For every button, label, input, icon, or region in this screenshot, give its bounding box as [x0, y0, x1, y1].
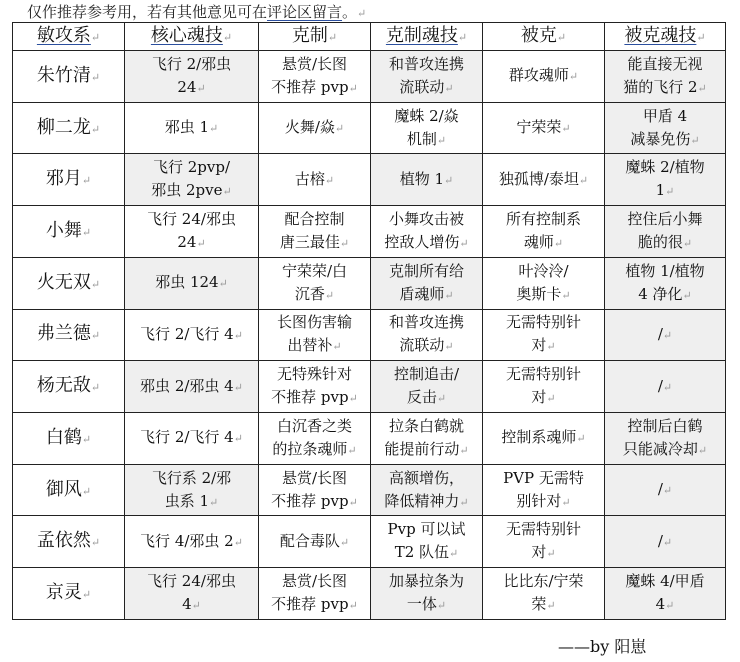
cell-line: 飞行 2pvp/ — [152, 158, 231, 177]
cell-countered-by-skill — [605, 361, 726, 413]
cell-counter — [259, 516, 371, 568]
table-header-row — [13, 23, 726, 51]
paragraph-mark-icon: ↵ — [662, 328, 673, 342]
cell-core-skill — [125, 413, 259, 465]
cell-line: 孟依然 — [36, 530, 91, 552]
cell-line: 4 净化 — [638, 284, 683, 303]
cell-line: 柳二龙 — [36, 116, 91, 138]
paragraph-mark-icon: ↵ — [81, 588, 92, 602]
cell-line: / — [657, 324, 663, 343]
cell-line: 魔蛛 4/甲盾 — [625, 572, 705, 591]
cell-line: 魔蛛 2/植物 — [625, 158, 705, 177]
paragraph-mark-icon: ↵ — [233, 328, 243, 342]
table-row — [13, 568, 726, 620]
table-row — [13, 361, 726, 413]
cell-counter — [259, 361, 371, 413]
cell-line: / — [657, 480, 663, 499]
cell-name — [13, 257, 125, 309]
cell-line: 不推荐 pvp — [271, 388, 349, 407]
cell-line: 沉香 — [294, 284, 325, 303]
paragraph-mark-icon: ↵ — [444, 81, 454, 95]
cell-counter — [259, 464, 371, 516]
paragraph-mark-icon: ↵ — [90, 381, 101, 395]
paragraph-mark-icon: ↵ — [233, 535, 243, 549]
cell-counter — [259, 51, 371, 103]
table-row — [13, 516, 726, 568]
cell-line: 白沉香之类 — [276, 416, 352, 435]
paragraph-mark-icon: ↵ — [457, 31, 468, 44]
paragraph-mark-icon: ↵ — [444, 340, 454, 354]
cell-countered-by-skill — [605, 257, 726, 309]
cell-line: 一体 — [406, 595, 437, 614]
cell-countered-by — [483, 206, 605, 258]
paragraph-mark-icon: ↵ — [327, 31, 338, 44]
cell-line: 24 — [177, 233, 197, 252]
header-name — [13, 23, 125, 51]
paragraph-mark-icon: ↵ — [339, 535, 350, 549]
cell-line: 唐三最佳 — [279, 233, 340, 252]
cell-countered-by-skill — [605, 309, 726, 361]
cell-line: 1 — [655, 181, 666, 200]
paragraph-mark-icon: ↵ — [690, 133, 700, 147]
table-row — [13, 206, 726, 258]
cell-line: 配合毒队 — [279, 531, 340, 550]
cell-counter-skill — [371, 206, 483, 258]
cell-line: 火无双 — [36, 271, 91, 293]
cell-line: 杨无敌 — [36, 375, 91, 397]
paragraph-mark-icon: ↵ — [334, 122, 345, 136]
table-row — [13, 154, 726, 206]
paragraph-mark-icon: ↵ — [682, 288, 692, 302]
cell-line: 飞行 2/邪虫 — [151, 54, 232, 73]
header-core-skill — [125, 23, 259, 51]
paragraph-mark-icon: ↵ — [209, 122, 219, 136]
paragraph-mark-icon: ↵ — [196, 81, 206, 95]
cell-line: 4 — [182, 595, 192, 614]
cell-counter — [259, 154, 371, 206]
note-line — [27, 2, 366, 24]
cell-line: 荣 — [531, 595, 547, 614]
cell-counter-skill — [371, 51, 483, 103]
cell-line: 宁荣荣/白 — [281, 261, 348, 280]
cell-line: 飞行 24/邪虫 — [147, 572, 236, 591]
paragraph-mark-icon: ↵ — [436, 392, 447, 406]
table-body — [13, 23, 726, 620]
cell-counter-skill — [371, 309, 483, 361]
cell-countered-by — [483, 51, 605, 103]
paragraph-mark-icon: ↵ — [90, 329, 101, 343]
paragraph-mark-icon: ↵ — [697, 443, 708, 457]
cell-line: 能直接无视 — [627, 54, 703, 73]
paragraph-mark-icon: ↵ — [662, 484, 673, 498]
cell-line: 悬赏/长图 — [281, 572, 348, 591]
cell-line: 悬赏/长图 — [281, 54, 348, 73]
cell-countered-by-skill — [605, 154, 726, 206]
table-row — [13, 257, 726, 309]
cell-name — [13, 154, 125, 206]
paragraph-mark-icon: ↵ — [90, 70, 101, 84]
cell-counter — [259, 257, 371, 309]
cell-countered-by-skill — [605, 102, 726, 154]
cell-line: / — [657, 376, 663, 395]
paragraph-mark-icon: ↵ — [81, 174, 92, 188]
cell-countered-by-skill — [605, 51, 726, 103]
cell-line: 不推荐 pvp — [271, 77, 349, 96]
cell-line: 和普攻连携 — [388, 313, 464, 332]
cell-line: 不推荐 pvp — [271, 491, 349, 510]
cell-name — [13, 361, 125, 413]
paragraph-mark-icon: ↵ — [218, 277, 228, 291]
cell-line: 群攻魂师 — [508, 66, 569, 85]
paragraph-mark-icon: ↵ — [436, 133, 447, 147]
paragraph-mark-icon: ↵ — [339, 237, 350, 251]
cell-line: 飞行 4/邪虫 2 — [140, 531, 234, 550]
cell-line: / — [657, 531, 663, 550]
cell-line: 机制 — [406, 129, 437, 148]
cell-line: 所有控制系 — [505, 210, 581, 229]
cell-countered-by — [483, 464, 605, 516]
cell-line: 植物 1/植物 — [625, 261, 705, 280]
paragraph-mark-icon: ↵ — [665, 599, 675, 613]
paragraph-mark-icon: ↵ — [578, 173, 589, 187]
cell-core-skill — [125, 102, 259, 154]
cell-name — [13, 206, 125, 258]
cell-line: PVP 无需特 — [503, 468, 584, 487]
paragraph-mark-icon: ↵ — [222, 31, 233, 44]
cell-line: 减暴免伤 — [630, 129, 691, 148]
cell-core-skill — [125, 154, 259, 206]
cell-line: 无特殊针对 — [276, 365, 352, 384]
paragraph-mark-icon: ↵ — [662, 380, 673, 394]
header-counter — [259, 23, 371, 51]
cell-countered-by — [483, 413, 605, 465]
paragraph-mark-icon: ↵ — [196, 237, 206, 251]
cell-counter-skill — [371, 361, 483, 413]
cell-countered-by — [483, 154, 605, 206]
cell-counter-skill — [371, 568, 483, 620]
paragraph-mark-icon: ↵ — [348, 599, 358, 613]
cell-line: 脆的很 — [637, 233, 683, 252]
cell-line: 拉条白鹤就 — [388, 416, 464, 435]
cell-line: 核心魂技 — [150, 25, 223, 46]
cell-line: 敏攻系 — [36, 25, 91, 46]
cell-counter-skill — [371, 516, 483, 568]
cell-line: 控住后小舞 — [627, 210, 703, 229]
cell-line: 悬赏/长图 — [281, 468, 348, 487]
cell-name — [13, 516, 125, 568]
paragraph-mark-icon: ↵ — [546, 547, 556, 561]
cell-line: 的拉条魂师 — [272, 439, 348, 458]
cell-line: 对 — [531, 388, 547, 407]
paragraph-mark-icon: ↵ — [546, 340, 556, 354]
paragraph-mark-icon: ↵ — [81, 484, 92, 498]
cell-line: 和普攻连携 — [388, 54, 464, 73]
cell-line: 被克魂技 — [624, 25, 697, 46]
cell-name — [13, 413, 125, 465]
cell-line: 控制系魂师 — [501, 428, 577, 447]
cell-line: 京灵 — [45, 582, 82, 604]
paragraph-mark-icon: ↵ — [444, 173, 454, 187]
cell-line: 4 — [655, 595, 666, 614]
paragraph-mark-icon: ↵ — [561, 122, 571, 136]
paragraph-mark-icon: ↵ — [348, 495, 358, 509]
paragraph-mark-icon: ↵ — [81, 432, 92, 446]
paragraph-mark-icon: ↵ — [546, 599, 556, 613]
cell-line: 盾魂师 — [399, 284, 445, 303]
cell-core-skill — [125, 51, 259, 103]
paragraph-mark-icon: ↵ — [444, 288, 454, 302]
cell-line: 飞行 24/邪虫 — [147, 210, 236, 229]
paragraph-mark-icon: ↵ — [546, 392, 556, 406]
paragraph-mark-icon: ↵ — [556, 31, 567, 44]
paragraph-mark-icon: ↵ — [209, 495, 219, 509]
cell-line: 流联动 — [399, 77, 445, 96]
paragraph-mark-icon: ↵ — [459, 495, 469, 509]
table-row — [13, 464, 726, 516]
cell-counter — [259, 102, 371, 154]
cell-name — [13, 464, 125, 516]
paragraph-mark-icon: ↵ — [347, 443, 357, 457]
cell-counter-skill — [371, 413, 483, 465]
header-countered-by-skill — [605, 23, 726, 51]
paragraph-mark-icon: ↵ — [191, 599, 201, 613]
table-row — [13, 413, 726, 465]
cell-line: 克制所有给 — [388, 261, 464, 280]
paragraph-mark-icon: ↵ — [561, 288, 571, 302]
cell-countered-by-skill — [605, 516, 726, 568]
cell-counter — [259, 206, 371, 258]
paragraph-mark-icon: ↵ — [449, 547, 459, 561]
paragraph-mark-icon: ↵ — [222, 185, 232, 199]
cell-counter-skill — [371, 257, 483, 309]
cell-line: 24 — [177, 77, 197, 96]
cell-line: 流联动 — [399, 336, 445, 355]
cell-counter — [259, 413, 371, 465]
cell-line: 不推荐 pvp — [271, 595, 349, 614]
paragraph-mark-icon: ↵ — [697, 81, 707, 95]
cell-line: 飞行 2/飞行 4 — [140, 428, 234, 447]
cell-name — [13, 102, 125, 154]
paragraph-mark-icon: ↵ — [357, 7, 367, 20]
note-prefix: 仅作推荐参考用，若有其他意见可在 — [27, 3, 268, 21]
cell-line: 邪虫 2/邪虫 4 — [140, 376, 234, 395]
paragraph-mark-icon: ↵ — [576, 432, 586, 446]
cell-core-skill — [125, 257, 259, 309]
cell-countered-by-skill — [605, 568, 726, 620]
cell-line: 火舞/焱 — [284, 118, 335, 137]
cell-line: 邪虫 1 — [164, 118, 210, 137]
cell-line: 御风 — [45, 478, 82, 500]
signature: ——by 阳崽 — [558, 637, 647, 656]
cell-line: 弗兰德 — [36, 323, 91, 345]
cell-line: 出替补 — [287, 336, 333, 355]
paragraph-mark-icon: ↵ — [665, 185, 675, 199]
cell-name — [13, 568, 125, 620]
cell-line: 飞行系 2/邪 — [151, 468, 232, 487]
paragraph-mark-icon: ↵ — [459, 237, 469, 251]
cell-countered-by — [483, 361, 605, 413]
cell-line: 对 — [531, 336, 547, 355]
paragraph-mark-icon: ↵ — [696, 31, 706, 44]
cell-counter — [259, 309, 371, 361]
paragraph-mark-icon: ↵ — [233, 432, 243, 446]
cell-line: 邪月 — [45, 168, 82, 190]
cell-line: 白鹤 — [45, 426, 82, 448]
cell-countered-by — [483, 516, 605, 568]
cell-line: 被克 — [520, 25, 557, 46]
paragraph-mark-icon: ↵ — [90, 536, 101, 550]
cell-line: 小舞攻击被 — [388, 210, 464, 229]
cell-core-skill — [125, 206, 259, 258]
cell-line: 降低精神力 — [384, 491, 460, 510]
cell-line: 小舞 — [45, 220, 82, 242]
cell-line: 克制 — [291, 25, 328, 46]
note-suffix: 。 — [342, 3, 358, 21]
paragraph-mark-icon: ↵ — [90, 122, 101, 136]
cell-line: 无需特别针 — [505, 313, 581, 332]
table-row — [13, 51, 726, 103]
cell-line: 只能减冷却 — [622, 439, 698, 458]
paragraph-mark-icon: ↵ — [233, 380, 243, 394]
cell-counter-skill — [371, 464, 483, 516]
cell-countered-by — [483, 257, 605, 309]
table-row — [13, 309, 726, 361]
note-comment-link[interactable]: 评论区留言 — [267, 3, 343, 21]
cell-line: 古榕 — [294, 169, 325, 188]
cell-line: 高额增伤， — [388, 468, 464, 487]
cell-core-skill — [125, 464, 259, 516]
cell-line: 配合控制 — [284, 210, 345, 229]
paragraph-mark-icon: ↵ — [90, 277, 101, 291]
cell-countered-by-skill — [605, 464, 726, 516]
cell-countered-by-skill — [605, 206, 726, 258]
paragraph-mark-icon: ↵ — [459, 443, 469, 457]
recommendation-table — [12, 22, 726, 620]
cell-line: 对 — [531, 543, 547, 562]
paragraph-mark-icon: ↵ — [662, 535, 673, 549]
cell-core-skill — [125, 516, 259, 568]
cell-core-skill — [125, 309, 259, 361]
cell-line: 无需特别针 — [505, 365, 581, 384]
cell-line: 虫系 1 — [164, 491, 210, 510]
paragraph-mark-icon: ↵ — [324, 173, 335, 187]
cell-line: 猫的飞行 2 — [623, 77, 698, 96]
paragraph-mark-icon: ↵ — [348, 81, 358, 95]
cell-line: 魂师 — [523, 233, 554, 252]
paragraph-mark-icon: ↵ — [324, 288, 335, 302]
cell-line: 甲盾 4 — [642, 106, 688, 125]
cell-line: 克制魂技 — [385, 25, 458, 46]
cell-countered-by — [483, 309, 605, 361]
cell-line: 宁荣荣 — [516, 118, 562, 137]
cell-counter — [259, 568, 371, 620]
paragraph-mark-icon: ↵ — [568, 70, 579, 84]
paragraph-mark-icon: ↵ — [561, 495, 571, 509]
cell-line: 邪虫 124 — [155, 273, 219, 292]
cell-counter-skill — [371, 154, 483, 206]
cell-line: 魔蛛 2/焱 — [394, 106, 459, 125]
cell-core-skill — [125, 361, 259, 413]
cell-line: 植物 1 — [399, 169, 445, 188]
cell-line: 邪虫 2pve — [151, 181, 223, 200]
cell-countered-by — [483, 102, 605, 154]
cell-line: 比比东/宁荣 — [503, 572, 584, 591]
cell-line: 长图伤害输 — [276, 313, 352, 332]
paragraph-mark-icon: ↵ — [348, 392, 358, 406]
cell-core-skill — [125, 568, 259, 620]
paragraph-mark-icon: ↵ — [682, 237, 693, 251]
cell-line: 反击 — [406, 388, 437, 407]
paragraph-mark-icon: ↵ — [436, 599, 447, 613]
cell-line: 叶泠泠/ — [518, 261, 569, 280]
cell-countered-by — [483, 568, 605, 620]
paragraph-mark-icon: ↵ — [332, 340, 342, 354]
cell-line: 飞行 2/飞行 4 — [140, 324, 234, 343]
cell-line: 能提前行动 — [384, 439, 460, 458]
cell-line: 无需特别针 — [505, 520, 581, 539]
cell-line: 加暴拉条为 — [388, 572, 464, 591]
cell-line: 朱竹清 — [36, 64, 91, 86]
cell-line: 控制后白鹤 — [627, 416, 703, 435]
cell-line: 控制追击/ — [393, 365, 460, 384]
cell-line: 控敌人增伤 — [384, 233, 460, 252]
paragraph-mark-icon: ↵ — [81, 226, 92, 240]
table-row — [13, 102, 726, 154]
cell-name — [13, 51, 125, 103]
cell-line: T2 队伍 — [394, 543, 450, 562]
paragraph-mark-icon: ↵ — [90, 31, 101, 44]
cell-line: 奥斯卡 — [516, 284, 562, 303]
cell-line: 独孤博/泰坦 — [498, 169, 579, 188]
header-countered-by — [483, 23, 605, 51]
cell-line: Pvp 可以试 — [387, 520, 466, 539]
cell-name — [13, 309, 125, 361]
cell-counter-skill — [371, 102, 483, 154]
header-counter-skill — [371, 23, 483, 51]
paragraph-mark-icon: ↵ — [553, 237, 564, 251]
cell-countered-by-skill — [605, 413, 726, 465]
cell-line: 别针对 — [516, 491, 562, 510]
